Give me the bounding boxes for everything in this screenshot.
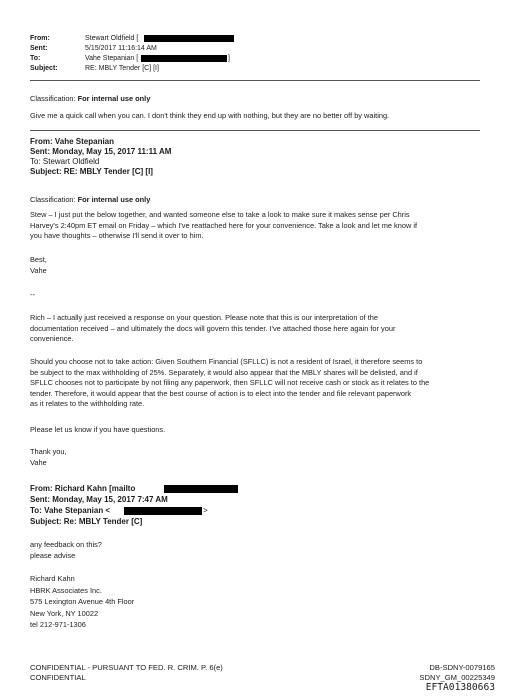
orig-signature — [30, 573, 482, 631]
from-label: From: — [30, 35, 50, 42]
classification-prefix: Classification: — [30, 94, 78, 103]
redaction-bar — [144, 35, 234, 42]
footer-confidential: CONFIDENTIAL — [30, 673, 86, 682]
orig-subject: Subject: Re: MBLY Tender [C] — [30, 517, 143, 526]
redaction-bar — [164, 485, 238, 493]
header-divider — [30, 80, 480, 81]
reply-divider — [30, 130, 480, 131]
to-suffix: ] — [228, 55, 230, 62]
reply-to: To: Stewart Oldfield — [30, 157, 100, 166]
signature: Vahe — [30, 266, 47, 275]
paragraph-line: you have thoughts – otherwise I'll send it over to him. — [30, 231, 204, 241]
classification-value: For internal use only — [77, 195, 151, 204]
orig-to: To: Vahe Stepanian < — [30, 506, 111, 515]
sent-value: 5/15/2017 11:16:14 AM — [85, 45, 157, 52]
message-body: Give me a quick call when you can. I don't think they end up with nothing, but they are no better off by waiting. — [30, 111, 390, 120]
subject-label: Subject: — [30, 65, 58, 72]
sent-label: Sent: — [30, 45, 48, 52]
paragraph-line: Harvey's 2:40pm ET email on Friday – which I've reattached here for your convenience. Take a look and let me know if — [30, 220, 418, 230]
paragraph-line: convenience. — [30, 334, 74, 344]
redaction-bar — [124, 507, 202, 515]
reply-subject: Subject: RE: MBLY Tender [C] [I] — [30, 167, 153, 176]
classification-value: For internal use only — [77, 94, 151, 103]
orig-from: From: Richard Kahn [mailto — [30, 484, 136, 493]
to-value: Vahe Stepanian [ — [85, 55, 139, 62]
paragraph-line: Should you choose not to take action: Given Southern Financial (SFLLC) is not a resident of Israel, it therefore seems to — [30, 357, 423, 366]
footer-bates-sdny: SDNY_GM_00225349 — [419, 673, 495, 682]
separator: -- — [30, 290, 35, 299]
signature-line: tel 212-971-1306 — [30, 620, 86, 630]
signature-line: New York, NY 10022 — [30, 608, 99, 618]
orig-to-suffix: > — [203, 506, 208, 515]
questions-line: Please let us know if you have questions. — [30, 425, 166, 434]
reply-sent-text: Sent: Monday, May 15, 2017 11:11 AM — [30, 147, 172, 156]
subject-value: RE: MBLY Tender [C] [I] — [85, 65, 159, 72]
footer-bates-efta: EFTA01380663 — [425, 682, 495, 693]
paragraph-line: documentation received – and ultimately the docs will govern this tender. I've attached those here again for your — [30, 323, 396, 333]
reply-from: From: Vahe Stepanian — [30, 137, 115, 146]
paragraph-line: SFLLC chooses not to participate by not filing any paperwork, then SFLLC will not receive cash or stock as it relates to the — [30, 378, 430, 388]
closing: Thank you, — [30, 447, 67, 456]
signature-line: Richard Kahn — [30, 574, 75, 583]
orig-body-1: any feedback on this? — [30, 540, 102, 549]
paragraph-line: Rich – I actually just received a response on your question. Please note that this is our interpretation of the — [30, 313, 378, 322]
orig-body-2: please advise — [30, 551, 76, 560]
paragraph-intro — [30, 210, 482, 242]
signature-line: 575 Lexington Avenue 4th Floor — [30, 597, 135, 607]
footer-bates-db: DB-SDNY-0079165 — [429, 663, 495, 672]
signoff: Best, — [30, 255, 47, 264]
orig-sent: Sent: Monday, May 15, 2017 7:47 AM — [30, 495, 168, 504]
from-value: Stewart Oldfield [ — [85, 35, 139, 42]
signature-line: HBRK Associates Inc. — [30, 585, 102, 595]
paragraph-response — [30, 313, 482, 345]
closing-name: Vahe — [30, 458, 47, 467]
paragraph-line: tender. Therefore, it would appear that the best course of action is to elect into the tender and file relevant paperwork — [30, 388, 412, 398]
redaction-bar — [141, 55, 227, 62]
to-label: To: — [30, 55, 41, 62]
classification-prefix: Classification: — [30, 195, 78, 204]
classification-line — [30, 94, 150, 104]
paragraph-line: Stew – I just put the below together, and wanted someone else to take a look to make sure it makes sense per Chris — [30, 210, 410, 219]
paragraph-analysis — [30, 357, 482, 410]
classification-line-2 — [30, 195, 150, 205]
footer-confidential-rule: CONFIDENTIAL - PURSUANT TO FED. R. CRIM. P. 6(e) — [30, 663, 223, 672]
paragraph-line: be subject to the max withholding of 25%. Separately, it would also appear that the MBLY shares will be delisted, and if — [30, 367, 418, 377]
paragraph-line: as it relates to the withholding rate. — [30, 399, 145, 409]
